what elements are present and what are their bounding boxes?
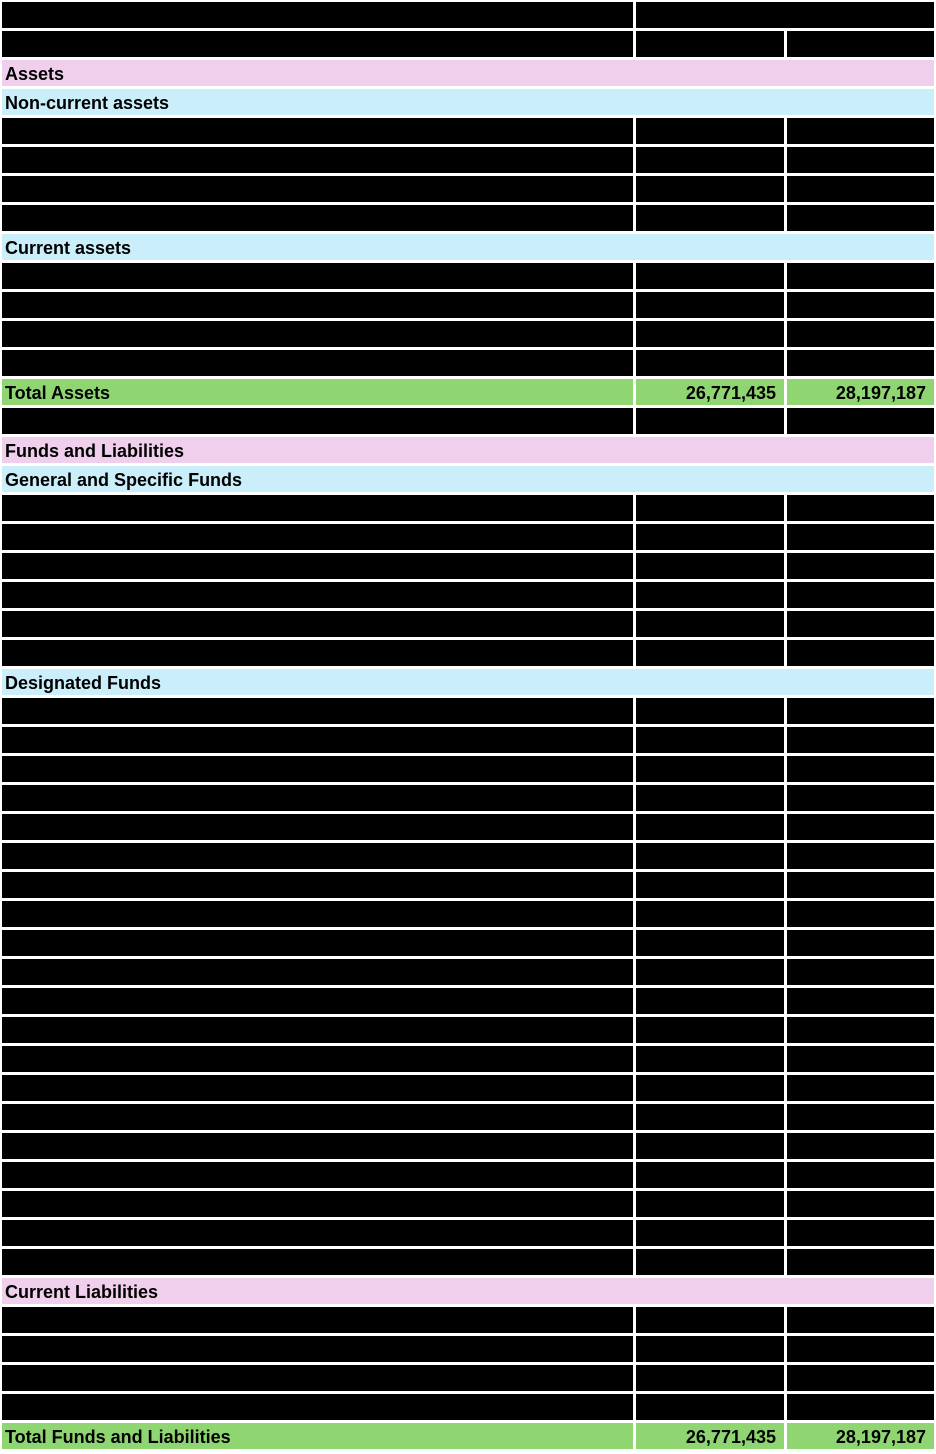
redacted-cell: [636, 495, 784, 521]
redacted-cell: [2, 524, 633, 550]
redacted-cell: [636, 118, 784, 144]
redacted-cell: [787, 1162, 934, 1188]
redacted-cell: [2, 1249, 633, 1275]
redacted-cell: [2, 1075, 633, 1101]
redacted-cell: [2, 930, 633, 956]
redacted-cell: [2, 901, 633, 927]
redacted-cell: [2, 814, 633, 840]
redacted-cell: [2, 31, 633, 57]
redacted-cell: [787, 611, 934, 637]
redacted-cell: [636, 1336, 784, 1362]
redacted-cell: [636, 147, 784, 173]
redacted-cell: [2, 727, 633, 753]
redacted-cell: [787, 1220, 934, 1246]
redacted-cell: [636, 31, 784, 57]
redacted-cell: [2, 118, 633, 144]
redacted-cell: [787, 1075, 934, 1101]
redacted-cell: [2, 582, 633, 608]
redacted-cell: [636, 959, 784, 985]
redacted-cell: [2, 872, 633, 898]
redacted-cell: [2, 205, 633, 231]
redacted-cell: [2, 2, 633, 28]
redacted-cell: [787, 756, 934, 782]
subsection-designated-funds: Designated Funds: [2, 669, 934, 695]
redacted-cell: [787, 640, 934, 666]
redacted-cell: [2, 1220, 633, 1246]
redacted-cell: [787, 1104, 934, 1130]
redacted-cell: [636, 1017, 784, 1043]
redacted-cell: [787, 524, 934, 550]
redacted-cell: [636, 843, 784, 869]
redacted-cell: [2, 1191, 633, 1217]
redacted-cell: [787, 872, 934, 898]
total-assets-current-year: 26,771,435: [636, 379, 784, 405]
redacted-cell: [2, 147, 633, 173]
redacted-cell: [2, 785, 633, 811]
redacted-cell: [636, 263, 784, 289]
redacted-cell: [787, 495, 934, 521]
redacted-cell: [787, 582, 934, 608]
redacted-cell: [787, 959, 934, 985]
redacted-cell: [636, 756, 784, 782]
subsection-non-current-assets: Non-current assets: [2, 89, 934, 115]
subsection-general-and-specific-funds: General and Specific Funds: [2, 466, 934, 492]
redacted-cell: [636, 582, 784, 608]
redacted-cell: [787, 785, 934, 811]
redacted-cell: [636, 1046, 784, 1072]
redacted-cell: [2, 263, 633, 289]
redacted-cell: [2, 1336, 633, 1362]
total-funds-and-liabilities-prior-year: 28,197,187: [787, 1423, 934, 1449]
redacted-cell: [787, 553, 934, 579]
redacted-cell: [787, 901, 934, 927]
redacted-cell: [2, 176, 633, 202]
redacted-cell: [787, 408, 934, 434]
redacted-cell: [636, 176, 784, 202]
redacted-cell: [787, 988, 934, 1014]
redacted-cell: [787, 1017, 934, 1043]
redacted-cell: [636, 292, 784, 318]
total-funds-and-liabilities-current-year: 26,771,435: [636, 1423, 784, 1449]
section-funds-and-liabilities: Funds and Liabilities: [2, 437, 934, 463]
redacted-cell: [2, 1394, 633, 1420]
redacted-cell: [2, 1307, 633, 1333]
redacted-cell: [636, 698, 784, 724]
redacted-cell: [636, 872, 784, 898]
redacted-cell: [2, 1104, 633, 1130]
redacted-cell: [2, 756, 633, 782]
redacted-cell: [787, 147, 934, 173]
redacted-cell: [2, 1162, 633, 1188]
redacted-cell: [787, 698, 934, 724]
redacted-cell: [787, 1046, 934, 1072]
redacted-cell: [2, 495, 633, 521]
redacted-cell: [787, 350, 934, 376]
redacted-cell: [636, 988, 784, 1014]
redacted-cell: [636, 1104, 784, 1130]
redacted-cell: [636, 611, 784, 637]
redacted-cell: [787, 1365, 934, 1391]
redacted-cell: [2, 698, 633, 724]
redacted-cell: [636, 1191, 784, 1217]
redacted-cell: [787, 727, 934, 753]
redacted-cell: [787, 176, 934, 202]
redacted-cell: [787, 843, 934, 869]
redacted-cell: [787, 205, 934, 231]
redacted-cell: [636, 1162, 784, 1188]
subsection-current-assets: Current assets: [2, 234, 934, 260]
redacted-cell: [2, 553, 633, 579]
redacted-cell: [636, 1394, 784, 1420]
redacted-cell: [2, 408, 633, 434]
redacted-cell: [787, 1394, 934, 1420]
redacted-cell: [636, 1220, 784, 1246]
redacted-cell: [2, 1046, 633, 1072]
redacted-cell: [636, 1365, 784, 1391]
redacted-cell: [2, 843, 633, 869]
redacted-cell: [787, 1307, 934, 1333]
redacted-cell: [2, 1365, 633, 1391]
redacted-cell: [2, 611, 633, 637]
redacted-cell: [2, 321, 633, 347]
redacted-cell: [787, 930, 934, 956]
redacted-cell: [636, 553, 784, 579]
total-assets-prior-year: 28,197,187: [787, 379, 934, 405]
redacted-cell: [636, 901, 784, 927]
redacted-cell: [636, 814, 784, 840]
redacted-cell: [2, 959, 633, 985]
redacted-cell: [787, 321, 934, 347]
redacted-cell: [636, 640, 784, 666]
redacted-cell: [787, 1191, 934, 1217]
redacted-cell: [636, 785, 784, 811]
redacted-cell: [787, 263, 934, 289]
redacted-cell: [636, 408, 784, 434]
section-current-liabilities: Current Liabilities: [2, 1278, 934, 1304]
redacted-cell: [787, 814, 934, 840]
redacted-cell: [636, 930, 784, 956]
redacted-cell: [636, 727, 784, 753]
redacted-cell: [787, 1133, 934, 1159]
redacted-cell: [2, 640, 633, 666]
section-assets: Assets: [2, 60, 934, 86]
redacted-cell: [787, 1336, 934, 1362]
redacted-cell: [636, 2, 934, 28]
redacted-cell: [787, 118, 934, 144]
redacted-cell: [787, 31, 934, 57]
redacted-cell: [2, 988, 633, 1014]
redacted-cell: [636, 1307, 784, 1333]
redacted-cell: [787, 1249, 934, 1275]
redacted-cell: [636, 1249, 784, 1275]
redacted-cell: [636, 321, 784, 347]
redacted-cell: [2, 1133, 633, 1159]
total-funds-and-liabilities-label: Total Funds and Liabilities: [2, 1423, 633, 1449]
redacted-cell: [636, 524, 784, 550]
redacted-cell: [2, 350, 633, 376]
redacted-cell: [636, 1075, 784, 1101]
redacted-cell: [636, 350, 784, 376]
redacted-cell: [2, 292, 633, 318]
redacted-cell: [636, 205, 784, 231]
redacted-cell: [787, 292, 934, 318]
redacted-cell: [636, 1133, 784, 1159]
redacted-cell: [2, 1017, 633, 1043]
total-assets-label: Total Assets: [2, 379, 633, 405]
